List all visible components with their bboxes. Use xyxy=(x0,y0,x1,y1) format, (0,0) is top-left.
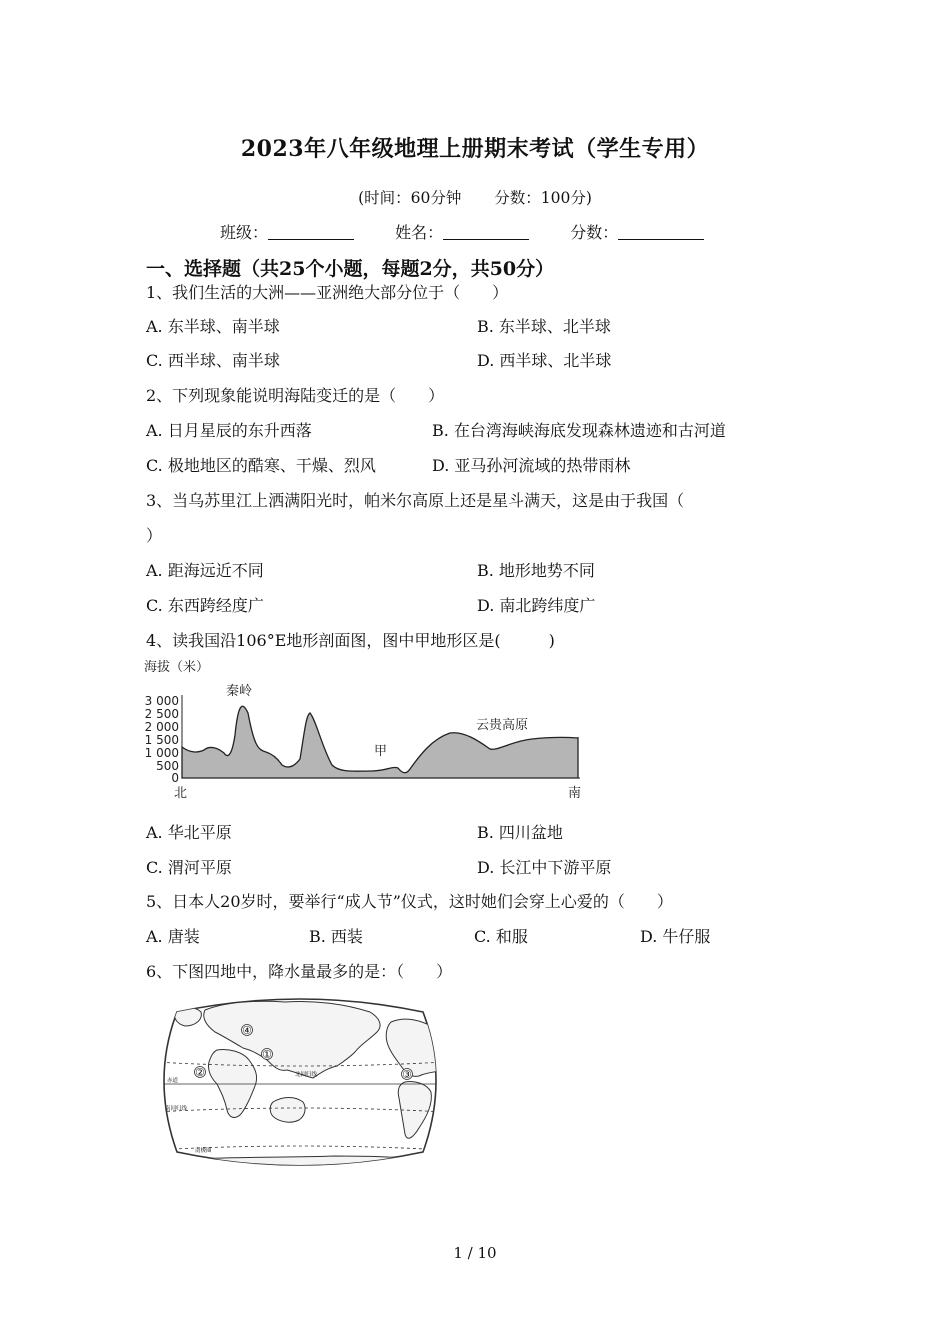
tick-0: 0 xyxy=(171,771,179,785)
world-map-diagram xyxy=(155,992,445,1172)
q4-option-b: B. 四川盆地 xyxy=(477,823,563,842)
class-field xyxy=(220,220,354,243)
antarctica-landmass xyxy=(155,1156,445,1172)
q1-option-b: B. 东半球、北半球 xyxy=(477,317,611,336)
q4-option-c: C. 渭河平原 xyxy=(146,858,232,877)
label-tropic-of-capricorn: 南回归线 xyxy=(165,1106,188,1112)
question-6-stem: 6、下图四地中，降水量最多的是：（ ） xyxy=(146,962,453,981)
name-label: 姓名： xyxy=(395,223,444,242)
class-label: 班级： xyxy=(220,223,269,242)
name-field xyxy=(395,220,529,243)
label-south: 南 xyxy=(568,786,582,801)
q2-option-c: C. 极地地区的酷寒、干燥、烈风 xyxy=(146,456,376,475)
q2-option-b: B. 在台湾海峡海底发现森林遗迹和古河道 xyxy=(432,421,726,440)
q5-option-a: A. 唐装 xyxy=(146,927,200,946)
q4-option-a: A. 华北平原 xyxy=(146,823,232,842)
q5-option-d: D. 牛仔服 xyxy=(640,927,711,946)
score-field xyxy=(570,220,704,243)
q3-option-a: A. 距海远近不同 xyxy=(146,561,264,580)
tick-3000: 3 000 xyxy=(144,694,179,708)
question-2-stem: 2、下列现象能说明海陆变迁的是（ ） xyxy=(146,386,445,405)
tick-2000: 2 000 xyxy=(144,720,179,734)
label-tropic-of-cancer: 北回归线 xyxy=(295,1072,318,1078)
marker-2: ② xyxy=(195,1066,205,1079)
marker-3: ③ xyxy=(402,1068,412,1081)
q2-option-a: A. 日月星辰的东升西落 xyxy=(146,421,312,440)
student-info xyxy=(220,220,740,243)
label-yungui: 云贵高原 xyxy=(476,718,529,733)
q1-option-a: A. 东半球、南半球 xyxy=(146,317,280,336)
marker-1: ① xyxy=(262,1048,272,1061)
australia-landmass xyxy=(270,1098,305,1123)
marker-4: ④ xyxy=(242,1024,252,1037)
page-title: 2023年八年级地理上册期末考试（学生专用） xyxy=(240,136,710,162)
tick-1500: 1 500 xyxy=(144,733,179,747)
q5-option-b: B. 西装 xyxy=(309,927,363,946)
question-3-stem: 3、当乌苏里江上洒满阳光时，帕米尔高原上还是星斗满天，这是由于我国（ xyxy=(146,491,685,510)
q5-option-c: C. 和服 xyxy=(474,927,528,946)
profile-ylabel: 海拔（米） xyxy=(144,660,210,675)
label-qinling: 秦岭 xyxy=(226,684,253,699)
tick-1000: 1 000 xyxy=(144,746,179,760)
question-5-stem: 5、日本人20岁时，要举行“成人节”仪式，这时她们会穿上心爱的（ ） xyxy=(146,892,673,911)
label-equator: 赤道 xyxy=(167,1078,179,1084)
question-3-stem-cont: ） xyxy=(146,526,163,545)
label-jia: 甲 xyxy=(374,744,388,759)
q2-option-d: D. 亚马孙河流域的热带雨林 xyxy=(432,456,631,475)
exam-time: (时间：60分钟 xyxy=(358,189,462,207)
name-blank[interactable] xyxy=(443,223,529,240)
label-antarctic-circle: 南极圈 xyxy=(195,1148,212,1154)
exam-total-score: 分数：100分) xyxy=(494,189,592,207)
class-blank[interactable] xyxy=(268,223,354,240)
tick-2500: 2 500 xyxy=(144,707,179,721)
question-1-stem: 1、我们生活的大洲——亚洲绝大部分位于（ ） xyxy=(146,283,509,302)
q3-option-c: C. 东西跨经度广 xyxy=(146,596,264,615)
terrain-profile-diagram xyxy=(140,655,590,805)
q3-option-d: D. 南北跨纬度广 xyxy=(477,596,596,615)
section-heading: 一、选择题（共25个小题，每题2分，共50分） xyxy=(146,258,555,280)
question-4-stem: 4、读我国沿106°E地形剖面图，图中甲地形区是( ) xyxy=(146,631,555,650)
tick-500: 500 xyxy=(156,759,179,773)
exam-meta xyxy=(0,186,950,208)
q3-option-b: B. 地形地势不同 xyxy=(477,561,595,580)
q1-option-d: D. 西半球、北半球 xyxy=(477,351,612,370)
score-blank[interactable] xyxy=(618,223,704,240)
page-number: 1 / 10 xyxy=(453,1244,497,1262)
label-north: 北 xyxy=(174,786,188,801)
q1-option-c: C. 西半球、南半球 xyxy=(146,351,280,370)
score-label: 分数： xyxy=(570,223,619,242)
q4-option-d: D. 长江中下游平原 xyxy=(477,858,612,877)
